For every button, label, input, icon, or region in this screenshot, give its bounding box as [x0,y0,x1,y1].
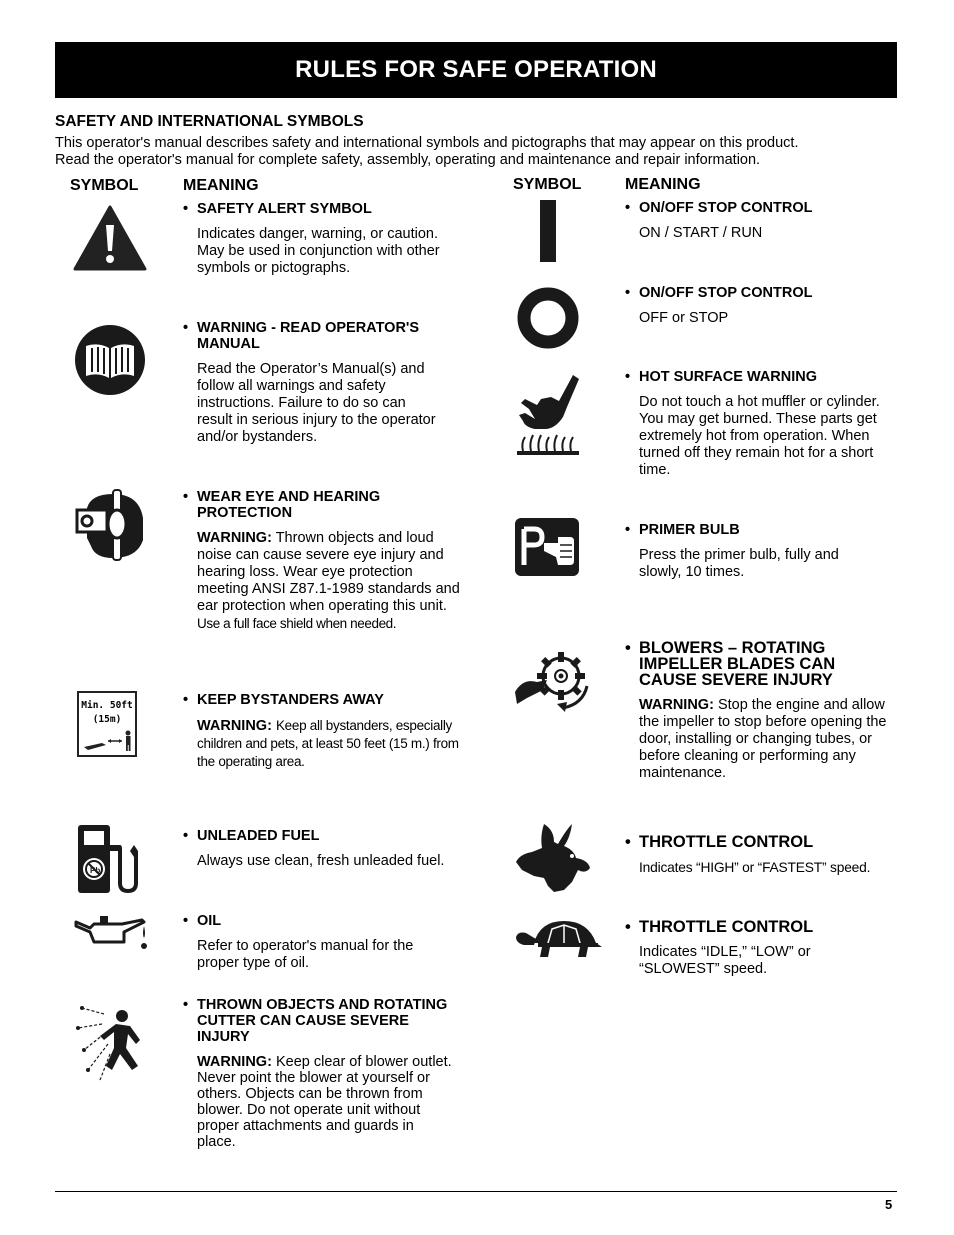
entry-title: • WARNING - READ OPERATOR'S MANUAL [183,320,443,352]
entry-throttle-slow [625,919,885,978]
entry-title: • ON/OFF STOP CONTROL [625,285,885,301]
warning-label: WARNING: [639,697,714,713]
entry-thrown-objects [183,997,453,1150]
entry-body: Refer to operator's manual for the proper type of oil. [197,938,414,971]
hot-surface-hand-icon [515,373,581,457]
warning-label: WARNING: [197,1054,272,1070]
entry-title: • ON/OFF STOP CONTROL [625,200,885,216]
thrown-objects-icon [74,1004,148,1082]
entry-fine-print: Use a full face shield when needed. [197,616,397,631]
entry-title: • UNLEADED FUEL [183,828,461,844]
left-symbol-header: SYMBOL [70,177,139,194]
page-number: 5 [885,1197,893,1212]
entry-body: Indicates “IDLE,” “LOW” or “SLOWEST” speed. [639,944,811,977]
entry-body: OFF or STOP [639,310,729,326]
read-manual-book-icon [74,324,146,396]
entry-title: • THROTTLE CONTROL [625,919,885,935]
bystander-distance-label: Min. 50ft (15m) [81,700,133,725]
entry-body: Indicates “HIGH” or “FASTEST” speed. [639,860,871,875]
rabbit-icon [514,822,594,894]
entry-title: • THROWN OBJECTS AND ROTATING CUTTER CAN CAUSE SEVERE INJURY [183,997,453,1045]
off-symbol-icon [517,287,579,349]
entry-title: • THROTTLE CONTROL [625,834,903,850]
entry-read-manual [183,320,443,446]
entry-title: • OIL [183,913,443,929]
left-meaning-header: MEANING [183,177,259,194]
on-symbol-icon [538,200,558,262]
intro-line-1: This operator's manual describes safety and international symbols and pictographs that may appear on this product. [55,135,799,151]
intro-line-2: Read the operator's manual for complete safety, assembly, operating and maintenance and repair information. [55,151,761,168]
right-symbol-header: SYMBOL [513,176,582,193]
warning-label: WARNING: [197,530,272,546]
section-intro [55,135,905,168]
entry-bystanders [183,692,461,771]
footer-divider [55,1191,897,1192]
entry-body: Read the Operator’s Manual(s) and follow all warnings and safety instructions. Failure to do so can result in serious injury to the operator and/or bystanders. [197,361,436,445]
entry-title: • SAFETY ALERT SYMBOL [183,201,443,217]
entry-body: WARNING: Keep clear of blower outlet. Never point the blower at yourself or others. Objects can be thrown from blower. Do not operate unit without proper attachments and guards in place. [197,1054,452,1150]
entry-off-control [625,285,885,327]
entry-body: Always use clean, fresh unleaded fuel. [197,853,445,869]
entry-body: WARNING: Thrown objects and loud noise can cause severe eye injury and hearing loss. Wear eye protection meeting ANSI Z87.1-1989 standards and ear protection when operating this unit. Use a full face shield when needed. [197,530,460,631]
entry-primer-bulb [625,522,885,581]
entry-title: • PRIMER BULB [625,522,885,538]
unleaded-fuel-pump-icon [76,823,144,895]
entry-unleaded-fuel [183,828,461,870]
eye-and-hearing-protection-icon [73,488,149,562]
section-title: SAFETY AND INTERNATIONAL SYMBOLS [55,113,364,130]
entry-rotating-impeller [625,640,895,782]
entry-body: WARNING: Stop the engine and allow the impeller to stop before opening the door, installing or changing tubes, or before cleaning or performing any maintenance. [639,697,887,781]
entry-oil [183,913,443,972]
entry-title: • BLOWERS – ROTATING IMPELLER BLADES CAN CAUSE SEVERE INJURY [625,640,895,688]
turtle-icon [514,915,602,959]
entry-title: • KEEP BYSTANDERS AWAY [183,692,461,708]
entry-body: Press the primer bulb, fully and slowly, 10 times. [639,547,839,580]
primer-bulb-icon [514,517,580,577]
entry-title: • HOT SURFACE WARNING [625,369,903,385]
entry-throttle-fast [625,834,903,876]
rotating-impeller-icon [513,642,591,712]
entry-safety-alert [183,201,443,277]
svg-text:Pb: Pb [90,866,101,875]
right-meaning-header: MEANING [625,176,701,193]
entry-title: • WEAR EYE AND HEARING PROTECTION [183,489,461,521]
oil-can-icon [72,912,150,952]
warning-label: WARNING: [197,718,272,734]
entry-body: Do not touch a hot muffler or cylinder. You may get burned. These parts get extremely hot from operation. When turned off they remain hot for a short time. [639,394,880,478]
entry-eye-hearing [183,489,461,633]
entry-on-control [625,200,885,242]
page-banner [55,42,897,98]
keep-bystanders-away-icon [77,691,137,757]
banner-title: RULES FOR SAFE OPERATION [295,56,657,83]
entry-body: ON / START / RUN [639,225,763,241]
entry-hot-surface [625,369,903,479]
entry-body: WARNING: Keep all bystanders, especially children and pets, at least 50 feet (15 m.) from the operating area. [197,718,459,769]
safety-alert-triangle-icon [73,205,147,271]
bystander-pictogram [80,729,136,753]
entry-body: Indicates danger, warning, or caution. May be used in conjunction with other symbols or pictographs. [197,226,440,276]
